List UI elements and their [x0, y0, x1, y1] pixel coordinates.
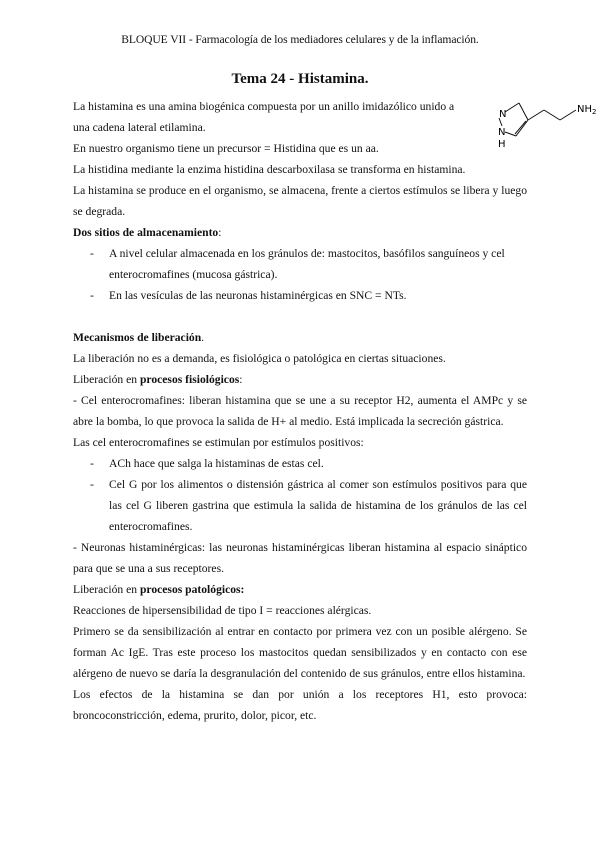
text-paragraph: Los efectos de la histamina se dan por unión a los receptores H1, esto provoca: broncoconstricción, edema, prurito, dolor, picor, etc.: [73, 688, 527, 722]
mechanisms-heading: Mecanismos de liberación.: [73, 331, 205, 344]
atom-n-top: N: [499, 109, 507, 120]
intro-paragraph: La histamina se produce en el organismo, se almacena, frente a ciertos estímulos se libera y luego se degrada.: [73, 184, 527, 218]
atom-n-bottom: N: [498, 127, 506, 138]
text-paragraph: - Cel enterocromafines: liberan histamina que se une a su receptor H2, aumenta el AMPc y se abre la bomba, lo que provoca la salida de H+ al medio. Está implicada la secreción gástrica.: [73, 394, 527, 428]
storage-heading: Dos sitios de almacenamiento:: [73, 226, 222, 239]
amine-group: $NH_2$: [577, 104, 597, 116]
atom-h: H: [498, 139, 506, 150]
page-title: Tema 24 - Histamina.: [231, 71, 369, 87]
intro-line: una cadena lateral etilamina.: [73, 121, 206, 134]
page-header: BLOQUE VII - Farmacología de los mediadores celulares y de la inflamación.: [121, 33, 479, 46]
pathological-heading: Liberación en procesos patológicos:: [73, 583, 245, 596]
text-paragraph: - Neuronas histaminérgicas: las neuronas histaminérgicas liberan histamina al espacio sináptico para que se una a sus receptores.: [73, 541, 527, 575]
list-item: - Cel G por los alimentos o distensión gástrica al comer son estímulos positivos para que las cel G liberen gastrina que estimula la salida de histamina de los gránulos de las cel enterocromafines.: [90, 478, 527, 533]
intro-line: La histidina mediante la enzima histidina descarboxilasa se transforma en histamina.: [73, 163, 466, 176]
text-paragraph: Primero se da sensibilización al entrar en contacto por primera vez con un posible alérgeno. Se forman Ac IgE. Tras este proceso los mastocitos quedan sensibilizados y en contacto con ese alérgeno de nuevo se daría la desgranulación del contenido de sus gránulos, entre ellos histamina.: [73, 625, 527, 680]
text-line: La liberación no es a demanda, es fisiológica o patológica en ciertas situaciones.: [73, 352, 446, 365]
text-line: Las cel enterocromafines se estimulan por estímulos positivos:: [73, 436, 364, 449]
intro-line: En nuestro organismo tiene un precursor = Histidina que es un aa.: [73, 142, 379, 155]
text-line: Reacciones de hipersensibilidad de tipo I = reacciones alérgicas.: [73, 604, 372, 617]
list-item: - En las vesículas de las neuronas histaminérgicas en SNC = NTs.: [90, 289, 407, 302]
list-item: - A nivel celular almacenada en los gránulos de: mastocitos, basófilos sanguíneos y cel enterocromafines (mucosa gástrica).: [90, 247, 505, 281]
list-item: - ACh hace que salga la histaminas de estas cel.: [90, 457, 324, 470]
document-body: [73, 96, 527, 726]
physiological-heading: Liberación en procesos fisiológicos:: [73, 373, 243, 386]
intro-line: La histamina es una amina biogénica compuesta por un anillo imidazólico unido a: [73, 100, 455, 113]
